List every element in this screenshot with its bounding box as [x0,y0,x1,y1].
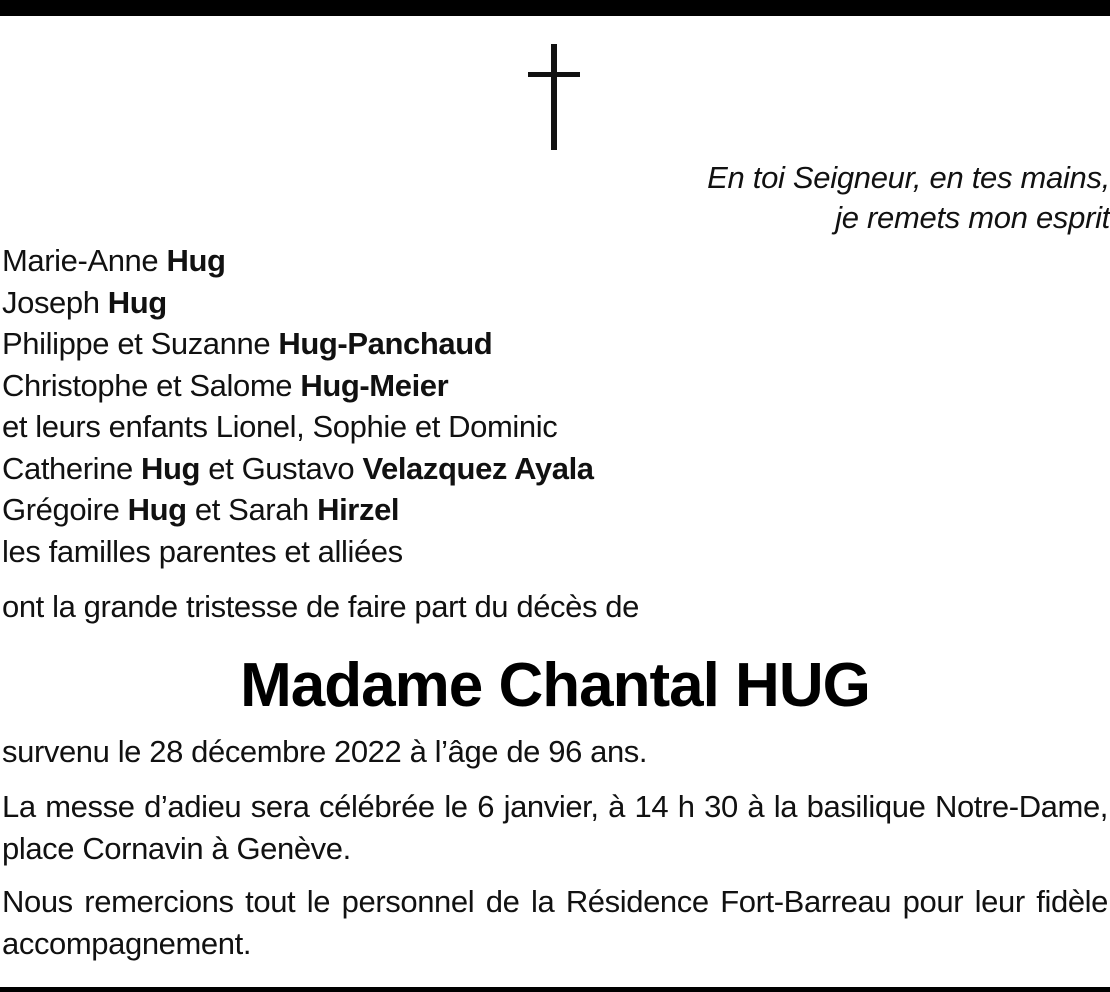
family-surname: Velazquez Ayala [362,450,594,486]
family-text: et leurs enfants Lionel, Sophie et Dominic [2,409,558,444]
family-surname: Hirzel [317,492,400,527]
family-surname: Hug [166,243,226,278]
epigraph-line-1: En toi Seigneur, en tes mains, [707,160,1110,195]
family-text: Grégoire [2,492,128,527]
family-line [2,365,594,407]
epigraph [410,158,1110,238]
family-surname: Hug-Panchaud [278,326,493,361]
family-line [2,282,594,324]
family-text: et Gustavo [200,450,363,486]
family-text: les familles parentes et alliées [2,533,403,569]
cross-icon [528,44,580,150]
family-line [2,531,594,573]
thanks-text: Nous remercions tout le personnel de la Résidence Fort-Barreau pour leur fidèle accompagnement. [2,884,1108,961]
family-line [2,406,594,448]
deceased-name: Madame Chantal HUG [240,651,870,720]
family-line [2,240,594,282]
family-text: Joseph [2,284,108,320]
death-info: survenu le 28 décembre 2022 à l’âge de 96 ans. [2,734,648,769]
family-surname: Hug [107,284,167,320]
family-list [2,240,594,572]
family-line [2,448,594,490]
family-surname: Hug [141,450,201,486]
family-text: Christophe et Salome [2,367,301,403]
top-rule [0,0,1110,16]
family-text: Marie-Anne [2,243,167,278]
announcement: ont la grande tristesse de faire part du décès de [2,589,639,624]
family-text: et Sarah [186,492,318,527]
epigraph-line-2: je remets mon esprit [835,200,1110,235]
family-text: Philippe et Suzanne [2,326,279,361]
mass-info: La messe d’adieu sera célébrée le 6 janvier, à 14 h 30 à la basilique Notre-Dame, place Cornavin à Genève. [2,789,1108,866]
family-line [2,323,594,365]
family-text: Catherine [2,450,142,486]
family-surname: Hug-Meier [300,367,449,403]
family-line [2,489,594,531]
family-surname: Hug [127,492,187,527]
bottom-rule [0,987,1110,992]
